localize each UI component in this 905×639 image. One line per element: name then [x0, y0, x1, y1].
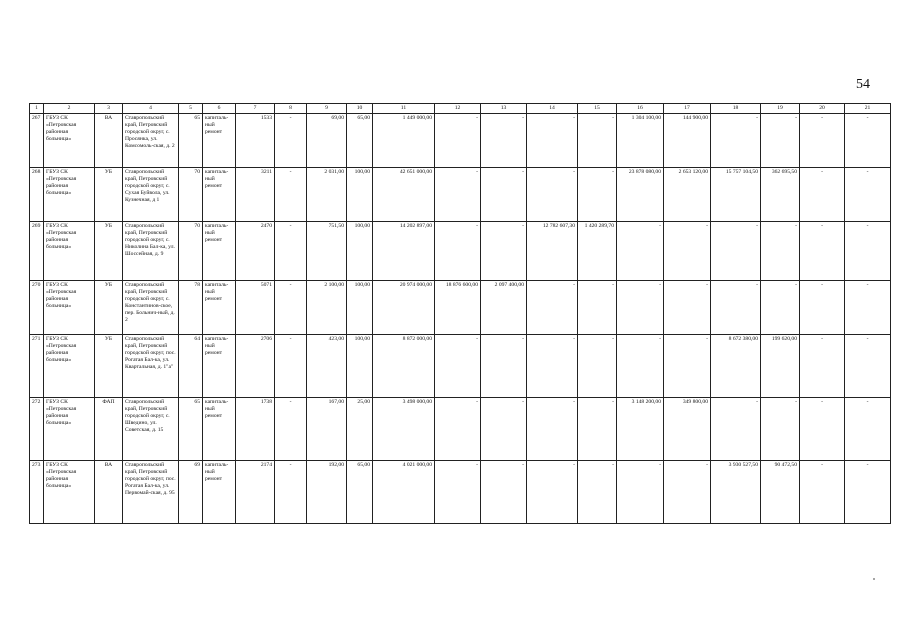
column-header: 9: [307, 104, 347, 114]
facility-type-cell: УБ: [95, 222, 123, 281]
work-type-cell: капиталь-ный ремонт: [203, 168, 236, 222]
col13-cell: -: [481, 335, 527, 398]
col16-cell: 1 304 100,00: [617, 114, 664, 168]
col20-cell: -: [800, 168, 845, 222]
col5-cell: 64: [179, 335, 203, 398]
work-type-cell: капиталь-ный ремонт: [203, 398, 236, 461]
col21-cell: -: [845, 281, 891, 335]
column-header: 15: [578, 104, 617, 114]
column-header: 6: [203, 104, 236, 114]
col10-cell: 100,00: [347, 335, 373, 398]
col5-cell: 78: [179, 281, 203, 335]
table-row: [30, 281, 891, 335]
work-type-cell: капиталь-ный ремонт: [203, 461, 236, 524]
col13-cell: -: [481, 168, 527, 222]
col10-cell: 25,00: [347, 398, 373, 461]
address-cell: Ставропольский край, Петровский городской округ, с. Шведино, ул. Советская, д. 15: [123, 398, 179, 461]
col7-cell: 3211: [236, 168, 275, 222]
col9-cell: 423,00: [307, 335, 347, 398]
col12-cell: -: [435, 168, 481, 222]
column-header: 2: [44, 104, 95, 114]
col18-cell: 3 930 527,50: [711, 461, 761, 524]
col14-cell: 12 782 607,30: [527, 222, 578, 281]
column-header: 16: [617, 104, 664, 114]
col12-cell: -: [435, 222, 481, 281]
column-header: 1: [30, 104, 44, 114]
column-header: 10: [347, 104, 373, 114]
col14-cell: -: [527, 114, 578, 168]
row-number: 271: [30, 335, 44, 398]
col20-cell: -: [800, 398, 845, 461]
col7-cell: 2470: [236, 222, 275, 281]
col19-cell: -: [761, 114, 800, 168]
col7-cell: 1738: [236, 398, 275, 461]
col9-cell: 2 100,00: [307, 281, 347, 335]
col12-cell: -: [435, 335, 481, 398]
col9-cell: 2 031,00: [307, 168, 347, 222]
col11-cell: 8 872 000,00: [373, 335, 435, 398]
address-cell: Ставропольский край, Петровский городской округ, с. Сухая Буйвола, ул. Кузнечная, д 1: [123, 168, 179, 222]
column-header: 13: [481, 104, 527, 114]
col16-cell: 3 148 200,00: [617, 398, 664, 461]
col9-cell: 167,00: [307, 398, 347, 461]
column-header: 8: [275, 104, 307, 114]
col13-cell: -: [481, 222, 527, 281]
col7-cell: 5071: [236, 281, 275, 335]
col8-cell: -: [275, 461, 307, 524]
col5-cell: 69: [179, 461, 203, 524]
col14-cell: -: [527, 335, 578, 398]
col5-cell: 70: [179, 222, 203, 281]
facility-type-cell: ВА: [95, 114, 123, 168]
row-number: 267: [30, 114, 44, 168]
col9-cell: 751,50: [307, 222, 347, 281]
col11-cell: 20 974 000,00: [373, 281, 435, 335]
col15-cell: -: [578, 398, 617, 461]
facility-type-cell: УБ: [95, 168, 123, 222]
col19-cell: -: [761, 281, 800, 335]
work-type-cell: капиталь-ный ремонт: [203, 335, 236, 398]
col13-cell: 2 097 400,00: [481, 281, 527, 335]
column-header: 11: [373, 104, 435, 114]
col20-cell: -: [800, 114, 845, 168]
col14-cell: -: [527, 398, 578, 461]
column-header: 17: [664, 104, 711, 114]
col17-cell: -: [664, 281, 711, 335]
col8-cell: -: [275, 335, 307, 398]
work-type-cell: капиталь-ный ремонт: [203, 222, 236, 281]
col15-cell: -: [578, 281, 617, 335]
table-row: [30, 114, 891, 168]
col10-cell: 65,00: [347, 461, 373, 524]
col17-cell: 349 800,00: [664, 398, 711, 461]
work-type-cell: капиталь-ный ремонт: [203, 114, 236, 168]
col11-cell: 14 202 897,00: [373, 222, 435, 281]
column-header: 3: [95, 104, 123, 114]
col13-cell: -: [481, 461, 527, 524]
col10-cell: 100,00: [347, 222, 373, 281]
column-header: 21: [845, 104, 891, 114]
facility-type-cell: ФАП: [95, 398, 123, 461]
address-cell: Ставропольский край, Петровский городской округ, с. Константинов-ское, пер. Больнич-ный, д. 2: [123, 281, 179, 335]
col18-cell: -: [711, 114, 761, 168]
col16-cell: -: [617, 281, 664, 335]
col15-cell: -: [578, 461, 617, 524]
col11-cell: 3 498 000,00: [373, 398, 435, 461]
address-cell: Ставропольский край, Петровский городской округ, пос. Рогатая Бал-ка, ул. Первомай-ская, д. 95: [123, 461, 179, 524]
col10-cell: 100,00: [347, 281, 373, 335]
col19-cell: -: [761, 222, 800, 281]
col9-cell: 192,00: [307, 461, 347, 524]
row-number: 273: [30, 461, 44, 524]
col15-cell: -: [578, 168, 617, 222]
row-number: 272: [30, 398, 44, 461]
col21-cell: -: [845, 168, 891, 222]
col15-cell: 1 420 289,70: [578, 222, 617, 281]
col19-cell: 199 620,00: [761, 335, 800, 398]
column-header: 7: [236, 104, 275, 114]
col10-cell: 100,00: [347, 168, 373, 222]
col19-cell: 362 695,50: [761, 168, 800, 222]
col8-cell: -: [275, 222, 307, 281]
row-number: 270: [30, 281, 44, 335]
facility-type-cell: ВА: [95, 461, 123, 524]
col17-cell: 2 653 120,00: [664, 168, 711, 222]
col5-cell: 65: [179, 114, 203, 168]
column-header: 18: [711, 104, 761, 114]
col16-cell: -: [617, 461, 664, 524]
col8-cell: -: [275, 114, 307, 168]
col14-cell: -: [527, 168, 578, 222]
col20-cell: -: [800, 335, 845, 398]
col10-cell: 65,00: [347, 114, 373, 168]
col7-cell: 2174: [236, 461, 275, 524]
column-header: 20: [800, 104, 845, 114]
col18-cell: -: [711, 281, 761, 335]
table-row: [30, 398, 891, 461]
col17-cell: 144 900,00: [664, 114, 711, 168]
col17-cell: -: [664, 222, 711, 281]
table-row: [30, 335, 891, 398]
col21-cell: -: [845, 461, 891, 524]
organization-cell: ГБУЗ СК «Петровская районная больница»: [44, 281, 95, 335]
col21-cell: -: [845, 335, 891, 398]
column-header: 4: [123, 104, 179, 114]
organization-cell: ГБУЗ СК «Петровская районная больница»: [44, 335, 95, 398]
data-table: [29, 103, 891, 524]
col19-cell: 90 472,50: [761, 461, 800, 524]
col12-cell: -: [435, 398, 481, 461]
table-row: [30, 168, 891, 222]
col17-cell: -: [664, 461, 711, 524]
col11-cell: 4 021 000,00: [373, 461, 435, 524]
address-cell: Ставропольский край, Петровский городской округ, с. Просянка, ул. Комсомоль-ская, д. 2: [123, 114, 179, 168]
column-header: 5: [179, 104, 203, 114]
col8-cell: -: [275, 281, 307, 335]
col8-cell: -: [275, 398, 307, 461]
col7-cell: 2706: [236, 335, 275, 398]
col20-cell: -: [800, 222, 845, 281]
col18-cell: 15 757 104,50: [711, 168, 761, 222]
facility-type-cell: УБ: [95, 335, 123, 398]
col15-cell: -: [578, 335, 617, 398]
col11-cell: 1 449 000,00: [373, 114, 435, 168]
col18-cell: 8 672 380,00: [711, 335, 761, 398]
row-number: 268: [30, 168, 44, 222]
column-header: 19: [761, 104, 800, 114]
col14-cell: -: [527, 281, 578, 335]
col21-cell: -: [845, 398, 891, 461]
col12-cell: -: [435, 114, 481, 168]
col5-cell: 70: [179, 168, 203, 222]
col19-cell: -: [761, 398, 800, 461]
page-number: 54: [856, 77, 870, 92]
header-row: [30, 104, 891, 114]
col14-cell: -: [527, 461, 578, 524]
col21-cell: -: [845, 114, 891, 168]
col11-cell: 42 651 000,00: [373, 168, 435, 222]
organization-cell: ГБУЗ СК «Петровская районная больница»: [44, 461, 95, 524]
table-row: [30, 461, 891, 524]
col18-cell: -: [711, 398, 761, 461]
col12-cell: 18 876 600,00: [435, 281, 481, 335]
organization-cell: ГБУЗ СК «Петровская районная больница»: [44, 168, 95, 222]
organization-cell: ГБУЗ СК «Петровская районная больница»: [44, 222, 95, 281]
col9-cell: 69,00: [307, 114, 347, 168]
col16-cell: -: [617, 335, 664, 398]
col18-cell: -: [711, 222, 761, 281]
col12-cell: -: [435, 461, 481, 524]
address-cell: Ставропольский край, Петровский городской округ, пос. Рогатая Бал-ка, ул. Квартальная, д. 1"а": [123, 335, 179, 398]
col7-cell: 1533: [236, 114, 275, 168]
column-header: 12: [435, 104, 481, 114]
col16-cell: 23 878 080,00: [617, 168, 664, 222]
work-type-cell: капиталь-ный ремонт: [203, 281, 236, 335]
facility-type-cell: УБ: [95, 281, 123, 335]
scan-speck: [873, 578, 875, 580]
organization-cell: ГБУЗ СК «Петровская районная больница»: [44, 398, 95, 461]
col20-cell: -: [800, 281, 845, 335]
col16-cell: -: [617, 222, 664, 281]
col5-cell: 65: [179, 398, 203, 461]
col15-cell: -: [578, 114, 617, 168]
table-row: [30, 222, 891, 281]
column-header: 14: [527, 104, 578, 114]
row-number: 269: [30, 222, 44, 281]
col21-cell: -: [845, 222, 891, 281]
col13-cell: -: [481, 114, 527, 168]
organization-cell: ГБУЗ СК «Петровская районная больница»: [44, 114, 95, 168]
col20-cell: -: [800, 461, 845, 524]
address-cell: Ставропольский край, Петровский городской округ, с. Николина Бал-ка, ул. Шоссейная, д. 9: [123, 222, 179, 281]
col17-cell: -: [664, 335, 711, 398]
col13-cell: -: [481, 398, 527, 461]
col8-cell: -: [275, 168, 307, 222]
